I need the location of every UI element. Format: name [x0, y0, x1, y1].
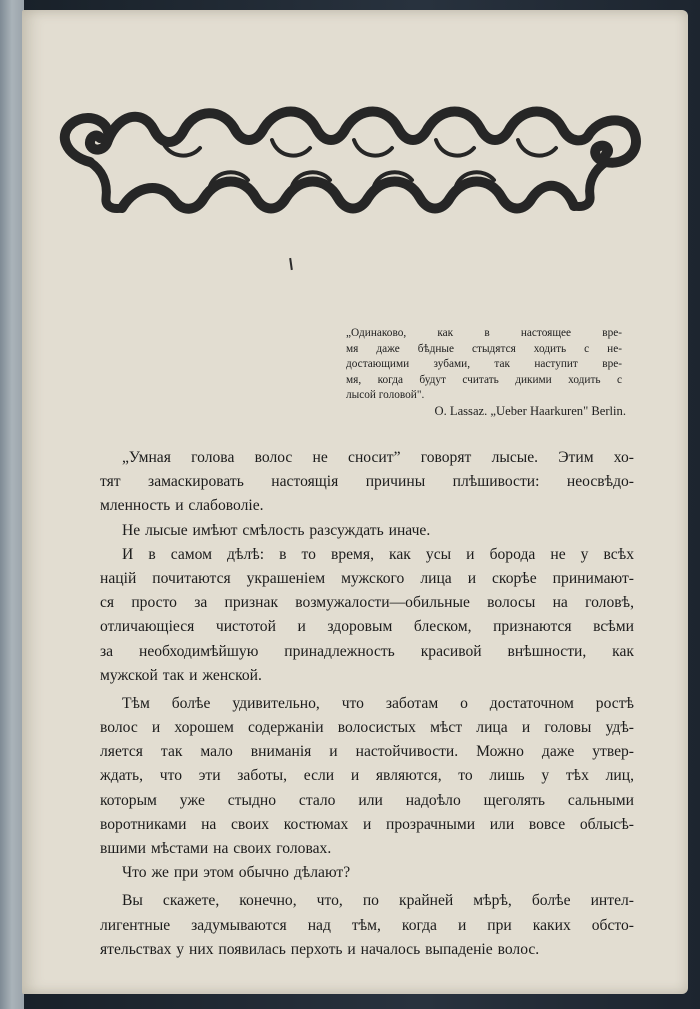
epigraph-source: O. Lassaz. „Ueber Haarkuren" Berlin.: [434, 404, 626, 418]
text-line: Не лысые имѣют смѣлость разсуждать иначе.: [122, 521, 431, 539]
body-text: [100, 446, 634, 962]
text-line: Тѣм болѣе удивительно, что заботам о достаточном ростѣ: [122, 694, 634, 712]
book-page: [22, 10, 688, 994]
epigraph-line: достающими зубами, так наступит вре-: [346, 358, 622, 371]
epigraph: [346, 326, 622, 404]
text-line: мленность и слабоволіе.: [100, 497, 264, 515]
text-line: Что же при этом обычно дѣлают?: [122, 864, 351, 882]
text-line: отличающіеся чистотой и здоровым блеском, признаются всѣми: [100, 618, 634, 636]
text-line: націй почитаются украшеніем мужского лица и скорѣе принимают-: [100, 569, 634, 587]
paragraph: [100, 692, 634, 861]
epigraph-line: „Одинаково, как в настоящее вре-: [346, 327, 622, 339]
paragraph: [100, 446, 634, 519]
text-line: мужской так и женской.: [100, 666, 262, 684]
text-line: тят замаскировать настоящія причины плѣшивости: неосвѣдо-: [100, 473, 634, 491]
text-line: за необходимѣйшую принадлежность красивой внѣшности, как: [100, 642, 634, 660]
text-line: „Умная голова волос не сноситˮ говорят лысые. Этим хо-: [122, 449, 634, 466]
text-line: Вы скажете, конечно, что, по крайней мѣрѣ, болѣе интел-: [122, 892, 634, 910]
epigraph-line: мя даже бѣдные стыдятся ходить с не-: [346, 342, 622, 355]
paragraph: [100, 861, 634, 885]
book-edge: [0, 0, 24, 1009]
paragraph: [100, 889, 634, 962]
text-line: воротниками на своих костюмах и прозрачными или вовсе облысѣ-: [100, 815, 634, 833]
text-line: которым уже стыдно стало или надоѣло щеголять сальными: [100, 791, 634, 809]
epigraph-line: лысой головой".: [346, 389, 425, 402]
text-line: лигентные задумываются над тѣм, когда и при каких обсто-: [100, 916, 634, 934]
text-line: волос и хорошем содержаніи волосистых мѣст лица и головы удѣ-: [100, 719, 634, 737]
text-line: ждать, что эти заботы, если и являются, то лишь у тѣх лиц,: [100, 767, 634, 785]
text-line: вшими мѣстами на своих головах.: [100, 840, 332, 857]
text-line: ляется так мало вниманія и настойчивости. Можно даже утвер-: [100, 743, 634, 761]
epigraph-line: мя, когда будут считать дикими ходить с: [346, 373, 622, 386]
paragraph: [100, 543, 634, 688]
paragraph: [100, 519, 634, 543]
text-line: ся просто за признак возмужалости—обильные волосы на головѣ,: [100, 594, 634, 612]
ink-mark: [289, 258, 293, 270]
text-line: И в самом дѣлѣ: в то время, как усы и борода не у всѣх: [122, 545, 634, 563]
text-line: ятельствах у них появилась перхоть и началось выпаденіе волос.: [100, 940, 540, 958]
art-nouveau-ornament: [50, 100, 644, 220]
